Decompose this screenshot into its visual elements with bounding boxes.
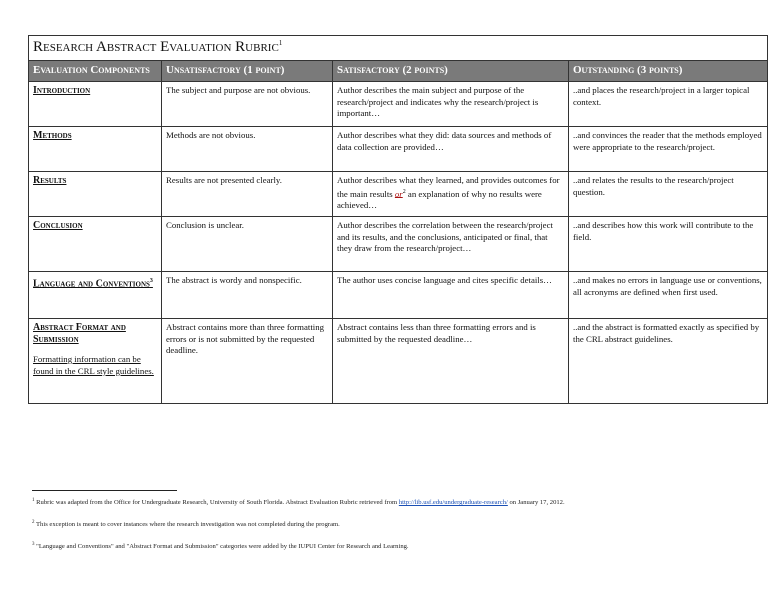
row-label-language [29, 272, 162, 319]
cell-outstanding: ..and convinces the reader that the methods employed were appropriate to the research/project. [569, 127, 768, 172]
rubric-title [29, 36, 768, 61]
cell-outstanding: ..and the abstract is formatted exactly as specified by the CRL abstract guidelines. [569, 319, 768, 404]
row-label-conclusion: Conclusion [29, 217, 162, 272]
row-label-introduction: Introduction [29, 82, 162, 127]
row-label-format [29, 319, 162, 404]
table-row [29, 172, 768, 217]
footnote-2 [32, 518, 752, 529]
header-unsatisfactory: Unsatisfactory (1 point) [162, 61, 333, 82]
table-row [29, 272, 768, 319]
results-sat-text-end: an explanation of why no results were achieved… [337, 188, 542, 210]
format-note: Formatting information can be found in the CRL style guidelines. [33, 354, 154, 376]
footnote-3 [32, 540, 752, 551]
cell-unsatisfactory: Abstract contains more than three formatting errors or is not submitted by the requested deadline. [162, 319, 333, 404]
footnote-1-mark: 1 [32, 498, 35, 503]
language-label-text: Language and Conventions [33, 278, 150, 290]
header-components: Evaluation Components [29, 61, 162, 82]
footnote-1-text-end: on January 17, 2012. [507, 499, 565, 507]
header-satisfactory: Satisfactory (2 points) [333, 61, 569, 82]
footnote-2-text: This exception is meant to cover instances where the research investigation was not completed during the program. [36, 521, 340, 529]
row-label-results: Results [29, 172, 162, 217]
cell-satisfactory: Abstract contains less than three formatting errors and is submitted by the requested deadline… [333, 319, 569, 404]
format-label-text: Abstract Format and Submission [33, 322, 126, 345]
table-row [29, 127, 768, 172]
language-footnote-mark: 3 [149, 278, 153, 284]
cell-outstanding: ..and makes no errors in language use or conventions, all acronyms are defined when first used. [569, 272, 768, 319]
footnote-1-text: Rubric was adapted from the Office for Undergraduate Research, University of South Florida. Abstract Evaluation Rubric retrieved from [36, 499, 399, 507]
cell-outstanding: ..and places the research/project in a larger topical context. [569, 82, 768, 127]
header-outstanding: Outstanding (3 points) [569, 61, 768, 82]
footnote-1 [32, 496, 752, 507]
table-row [29, 217, 768, 272]
results-sat-or: or [394, 188, 403, 199]
cell-satisfactory: The author uses concise language and cites specific details… [333, 272, 569, 319]
rubric-title-text: Research Abstract Evaluation Rubric [33, 39, 279, 55]
cell-unsatisfactory: Conclusion is unclear. [162, 217, 333, 272]
cell-satisfactory: Author describes the main subject and purpose of the research/project and indicates why the research/project is important… [333, 82, 569, 127]
cell-unsatisfactory: Results are not presented clearly. [162, 172, 333, 217]
rubric-table [28, 35, 768, 404]
cell-satisfactory: Author describes what they did: data sources and methods of data collection are provided… [333, 127, 569, 172]
cell-unsatisfactory: The abstract is wordy and nonspecific. [162, 272, 333, 319]
footnote-1-link[interactable]: http://lib.usf.edu/undergraduate-research/ [398, 499, 508, 507]
cell-satisfactory [333, 172, 569, 217]
cell-outstanding: ..and relates the results to the research/project question. [569, 172, 768, 217]
header-row [29, 61, 768, 82]
title-footnote-mark: 1 [278, 39, 283, 47]
footnote-divider [32, 490, 177, 491]
cell-satisfactory: Author describes the correlation between the research/project and its results, and the conclusions, anticipated or final, that they draw from the research/project… [333, 217, 569, 272]
table-row [29, 319, 768, 404]
row-label-methods: Methods [29, 127, 162, 172]
footnote-3-mark: 3 [32, 542, 35, 548]
results-footnote-mark: 2 [402, 188, 406, 195]
footnote-3-text: "Language and Conventions" and "Abstract Format and Submission" categories were added by the IUPUI Center for Research and Learning. [36, 543, 409, 551]
results-sat-text-start: Author describes what they learned, and provides outcomes for the main results [337, 175, 560, 199]
cell-unsatisfactory: Methods are not obvious. [162, 127, 333, 172]
footnote-2-mark: 2 [32, 520, 35, 526]
table-row [29, 82, 768, 127]
cell-outstanding: ..and describes how this work will contribute to the field. [569, 217, 768, 272]
footnotes [32, 490, 752, 563]
cell-unsatisfactory: The subject and purpose are not obvious. [162, 82, 333, 127]
